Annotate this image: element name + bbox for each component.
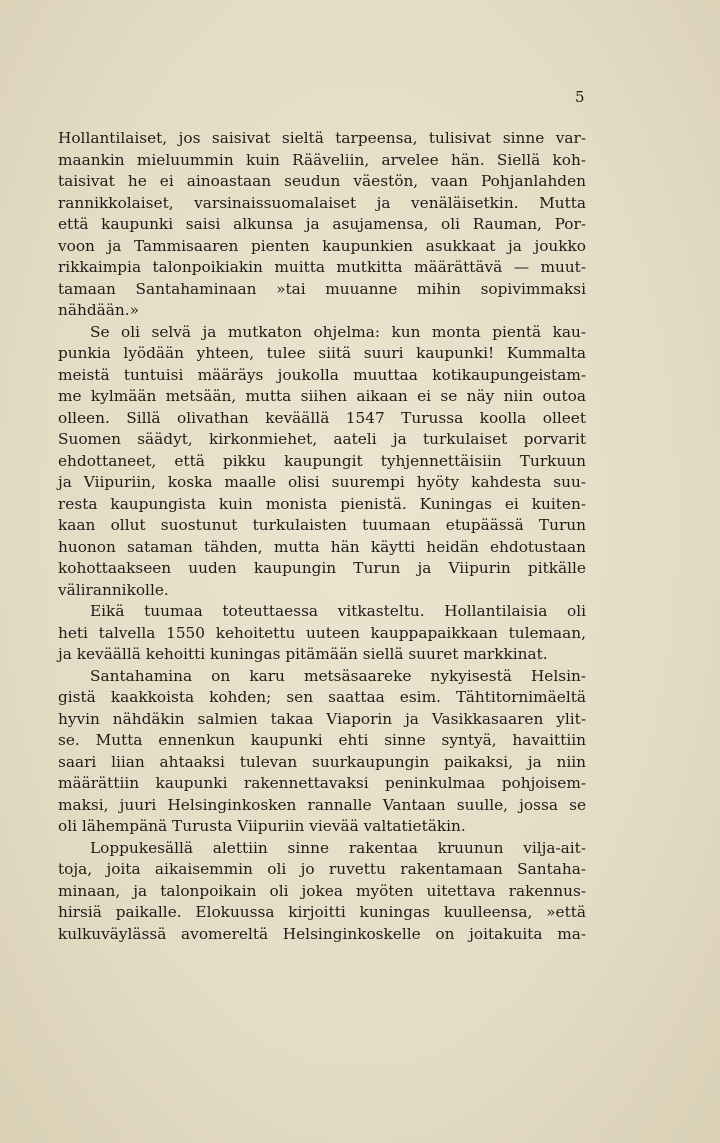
text-line: resta kaupungista kuin monista pienistä. Kuningas ei kuiten- bbox=[58, 494, 586, 513]
text-line: tamaan Santahaminaan »tai muuanne mihin sopivimmaksi bbox=[58, 279, 586, 298]
text-line: Suomen säädyt, kirkonmiehet, aateli ja turkulaiset porvarit bbox=[58, 430, 586, 448]
text-line: toja, joita aikaisemmin oli jo ruvettu rakentamaan Santaha- bbox=[58, 860, 586, 878]
text-line: maksi, juuri Helsinginkosken rannalle Vantaan suulle, jossa se bbox=[58, 795, 586, 814]
text-line: saari liian ahtaaksi tulevan suurkaupungin paikaksi, ja niin bbox=[58, 752, 586, 771]
text-line: minaan, ja talonpoikain oli jokea myöten uitettava rakennus- bbox=[58, 881, 586, 900]
text-line: rikkaimpia talonpoikiakin muitta mutkitta määrättävä — muut- bbox=[58, 258, 586, 276]
text-line: välirannikolle. bbox=[58, 580, 169, 599]
text-line: maankin mieluummin kuin Rääveliin, arvelee hän. Siellä koh- bbox=[58, 150, 586, 169]
text-line: kulkuväylässä avomereltä Helsinginkoskelle on joitakuita ma- bbox=[58, 924, 586, 943]
text-line: Hollantilaiset, jos saisivat sieltä tarpeensa, tulisivat sinne var- bbox=[58, 129, 586, 147]
text-line: ja keväällä kehoitti kuningas pitämään siellä suuret markkinat. bbox=[58, 645, 548, 663]
text-line: meistä tuntuisi määräys joukolla muuttaa kotikaupungeistam- bbox=[58, 365, 586, 384]
text-line: kaan ollut suostunut turkulaisten tuumaan etupäässä Turun bbox=[58, 516, 586, 534]
text-line: Santahamina on karu metsäsaareke nykyisestä Helsin- bbox=[90, 666, 586, 685]
text-line: taisivat he ei ainoastaan seudun väestön, vaan Pohjanlahden bbox=[58, 172, 586, 190]
text-line: oli lähempänä Turusta Viipuriin vievää valtatietäkin. bbox=[58, 817, 466, 835]
text-line: että kaupunki saisi alkunsa ja asujamensa, oli Rauman, Por- bbox=[58, 215, 586, 233]
text-line: hyvin nähdäkin salmien takaa Viaporin ja Vasikkasaaren ylit- bbox=[58, 709, 586, 728]
text-line: hirsiä paikalle. Elokuussa kirjoitti kuningas kuulleensa, »että bbox=[58, 903, 586, 921]
text-line: määrättiin kaupunki rakennettavaksi peninkulmaa pohjoisem- bbox=[58, 774, 586, 792]
text-line: rannikkolaiset, varsinaissuomalaiset ja venäläisetkin. Mutta bbox=[58, 193, 586, 212]
text-line: ehdottaneet, että pikku kaupungit tyhjennettäisiin Turkuun bbox=[58, 451, 586, 470]
text-line: punkia lyödään yhteen, tulee siitä suuri kaupunki! Kummalta bbox=[58, 344, 586, 362]
text-line: olleen. Sillä olivathan keväällä 1547 Turussa koolla olleet bbox=[58, 408, 586, 427]
text-line: gistä kaakkoista kohden; sen saattaa esim. Tähtitornimäeltä bbox=[58, 688, 586, 706]
page-number: 5 bbox=[575, 88, 585, 106]
text-line: ja Viipuriin, koska maalle olisi suurempi hyöty kahdesta suu- bbox=[58, 473, 586, 491]
text-line: heti talvella 1550 kehoitettu uuteen kauppapaikkaan tulemaan, bbox=[58, 623, 586, 642]
text-line: voon ja Tammisaaren pienten kaupunkien asukkaat ja joukko bbox=[58, 236, 586, 255]
text-line: huonon sataman tähden, mutta hän käytti heidän ehdotustaan bbox=[58, 537, 586, 556]
text-line: Loppukesällä alettiin sinne rakentaa kruunun vilja-ait- bbox=[90, 838, 586, 857]
text-line: kohottaakseen uuden kaupungin Turun ja Viipurin pitkälle bbox=[58, 559, 586, 577]
text-line: nähdään.» bbox=[58, 301, 139, 319]
text-line: me kylmään metsään, mutta siihen aikaan ei se näy niin outoa bbox=[58, 387, 586, 405]
text-line: Se oli selvä ja mutkaton ohjelma: kun monta pientä kau- bbox=[90, 322, 586, 341]
text-line: se. Mutta ennenkun kaupunki ehti sinne syntyä, havaittiin bbox=[58, 731, 586, 749]
body-text bbox=[58, 128, 586, 945]
text-line: Eikä tuumaa toteuttaessa vitkasteltu. Hollantilaisia oli bbox=[90, 602, 586, 620]
